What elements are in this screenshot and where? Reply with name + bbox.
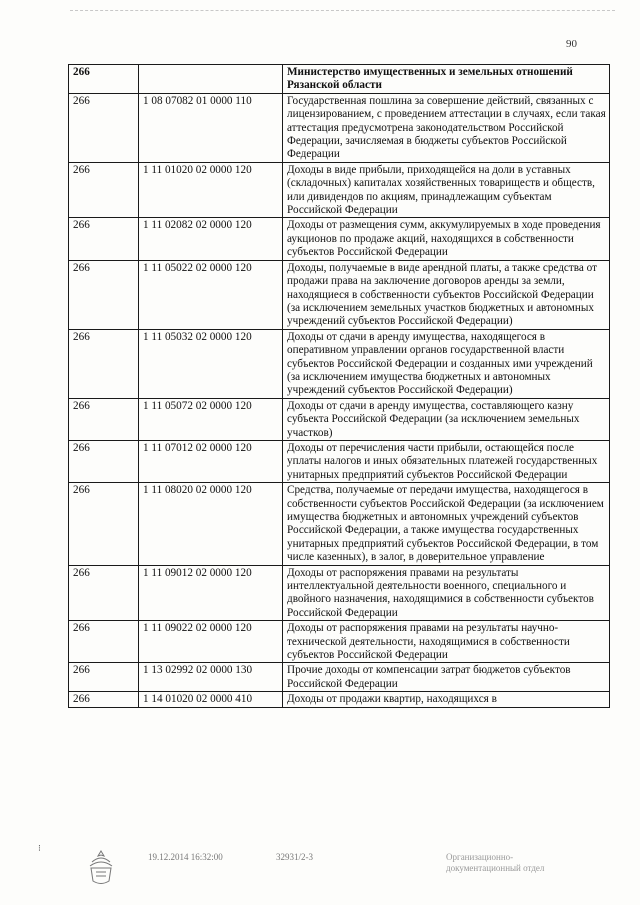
income-code-cell: 1 11 09022 02 0000 120 [139,621,283,663]
registration-number: 32931/2-3 [276,852,313,862]
table-row [69,93,610,162]
admin-code-cell: 266 [69,565,139,621]
registration-datetime: 19.12.2014 16:32:00 [148,852,223,862]
income-code-cell: 1 11 02082 02 0000 120 [139,218,283,260]
admin-code-cell: 266 [69,329,139,398]
page-number: 90 [566,38,577,50]
admin-code-cell: 266 [69,621,139,663]
top-dashed-rule [70,10,615,11]
revenue-name-cell: Доходы от сдачи в аренду имущества, находящегося в оперативном управлении органов государственной власти субъектов Российской Федерации и созданных ими учреждений (за исключением имущества бюджетных и автономных учреждений субъектов Российской Федерации) [283,329,610,398]
income-code-cell [139,65,283,94]
table-row [69,162,610,218]
table-row [69,663,610,692]
admin-code-cell: 266 [69,440,139,482]
admin-code-cell: 266 [69,398,139,440]
income-code-cell: 1 11 05022 02 0000 120 [139,260,283,329]
income-code-cell: 1 11 01020 02 0000 120 [139,162,283,218]
admin-code-cell: 266 [69,218,139,260]
admin-code-cell: 266 [69,483,139,565]
revenue-name-cell: Прочие доходы от компенсации затрат бюджетов субъектов Российской Федерации [283,663,610,692]
revenue-name-cell: Министерство имущественных и земельных отношений Рязанской области [283,65,610,94]
table-row [69,218,610,260]
admin-code-cell: 266 [69,65,139,94]
admin-code-cell: 266 [69,162,139,218]
table-header-row [69,65,610,94]
income-code-cell: 1 11 07012 02 0000 120 [139,440,283,482]
margin-mark: ⁝ [38,843,41,853]
table-row [69,692,610,707]
income-code-cell: 1 14 01020 02 0000 410 [139,692,283,707]
income-code-cell: 1 11 09012 02 0000 120 [139,565,283,621]
admin-code-cell: 266 [69,93,139,162]
admin-code-cell: 266 [69,692,139,707]
income-code-cell: 1 11 05032 02 0000 120 [139,329,283,398]
revenue-name-cell: Государственная пошлина за совершение действий, связанных с лицензированием, с проведением аттестации в случаях, если такая аттестация предусмотрена законодательством Российской Федерации, зачисляемая в бюджеты субъектов Российской Федерации [283,93,610,162]
table-row [69,329,610,398]
admin-code-cell: 266 [69,260,139,329]
table-row [69,398,610,440]
income-code-cell: 1 11 05072 02 0000 120 [139,398,283,440]
table-row [69,565,610,621]
revenue-name-cell: Средства, получаемые от передачи имущества, находящегося в собственности субъектов Российской Федерации (за исключением имущества бюджетных и автономных учреждений субъектов Российской Федерации, а также имущества государственных унитарных предприятий субъектов Российской Федерации, в том числе казенных), в залог, в доверительное управление [283,483,610,565]
revenue-name-cell: Доходы от распоряжения правами на результаты интеллектуальной деятельности военного, специального и двойного назначения, находящимися в собственности субъектов Российской Федерации [283,565,610,621]
revenue-name-cell: Доходы от сдачи в аренду имущества, составляющего казну субъекта Российской Федерации (за исключением земельных участков) [283,398,610,440]
table-row [69,483,610,565]
admin-code-cell: 266 [69,663,139,692]
revenue-name-cell: Доходы от продажи квартир, находящихся в [283,692,610,707]
revenue-name-cell: Доходы в виде прибыли, приходящейся на доли в уставных (складочных) капиталах хозяйственных товариществ и обществ, или дивидендов по акциям, принадлежащим субъектам Российской Федерации [283,162,610,218]
income-code-cell: 1 08 07082 01 0000 110 [139,93,283,162]
coat-of-arms-icon [84,848,118,888]
table-row [69,440,610,482]
revenue-name-cell: Доходы от распоряжения правами на результаты научно-технической деятельности, находящимися в собственности субъектов Российской Федерации [283,621,610,663]
income-code-cell: 1 13 02992 02 0000 130 [139,663,283,692]
revenue-name-cell: Доходы от перечисления части прибыли, остающейся после уплаты налогов и иных обязательных платежей государственных унитарных предприятий субъектов Российской Федерации [283,440,610,482]
table-row [69,621,610,663]
table-row [69,260,610,329]
revenue-name-cell: Доходы, получаемые в виде арендной платы, а также средства от продажи права на заключение договоров аренды за земли, находящиеся в собственности субъектов Российской Федерации (за исключением земельных участков бюджетных и автономных учреждений субъектов Российской Федерации) [283,260,610,329]
budget-classification-table [68,64,610,708]
income-code-cell: 1 11 08020 02 0000 120 [139,483,283,565]
department-stamp: Организационно-документационный отдел [446,852,545,873]
revenue-name-cell: Доходы от размещения сумм, аккумулируемых в ходе проведения аукционов по продаже акций, находящихся в собственности субъектов Российской Федерации [283,218,610,260]
